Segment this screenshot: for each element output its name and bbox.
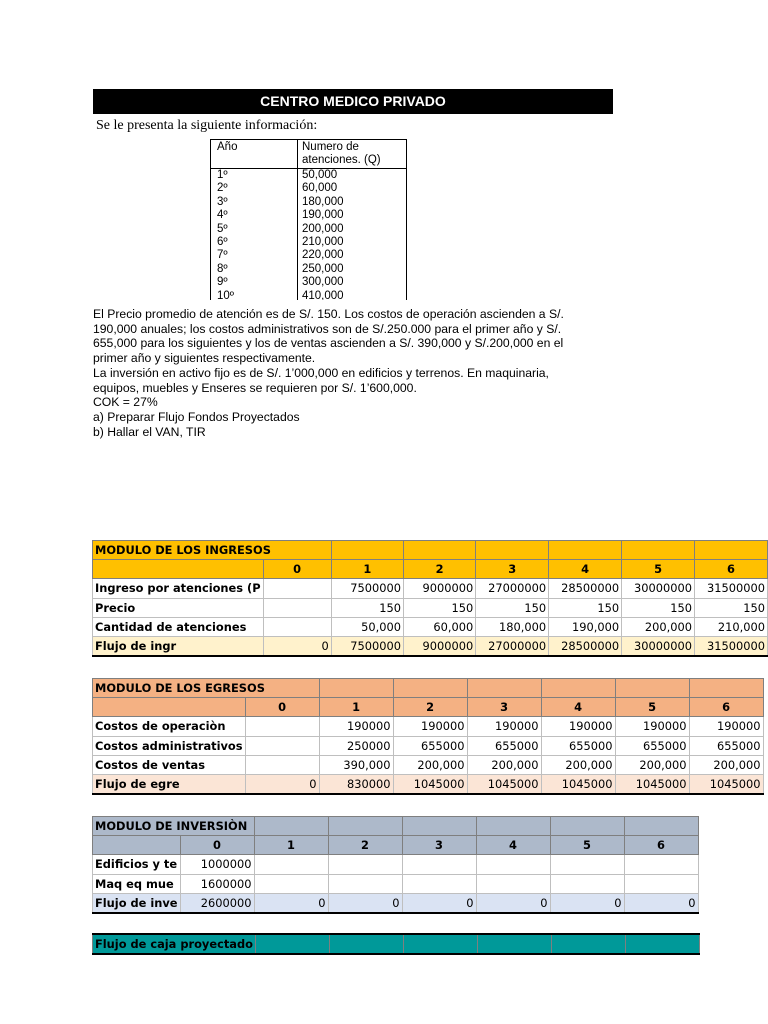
row-label: Ingreso por atenciones (P	[93, 579, 264, 598]
year-cell: 8º	[217, 262, 228, 275]
intro-text: Se le presenta la siguiente información:	[96, 118, 318, 133]
value-cell: 655000	[541, 736, 615, 755]
flow-value: 0	[254, 893, 328, 913]
flow-value: 0	[402, 893, 476, 913]
cell	[622, 541, 695, 560]
inversion-module-table	[92, 816, 699, 914]
attentions-row	[211, 263, 406, 276]
flow-value: 1045000	[393, 774, 467, 794]
period-header-row	[93, 560, 768, 579]
period-header: 5	[615, 698, 689, 717]
period-header-row	[93, 698, 764, 717]
cell	[625, 934, 699, 954]
attentions-row	[211, 182, 406, 195]
value-cell: 190000	[319, 717, 393, 736]
value-cell	[245, 755, 319, 774]
year-column-header: Año	[217, 141, 238, 153]
value-cell	[328, 855, 402, 874]
flow-value: 27000000	[476, 636, 549, 656]
value-cell	[550, 874, 624, 893]
cell	[403, 541, 475, 560]
period-header: 6	[695, 560, 768, 579]
flow-value: 31500000	[695, 636, 768, 656]
value-cell: 150	[549, 598, 622, 617]
period-header: 3	[476, 560, 549, 579]
attentions-row	[211, 290, 406, 300]
period-header: 3	[467, 698, 541, 717]
flow-value: 9000000	[403, 636, 475, 656]
module-title-row	[93, 679, 764, 698]
attentions-row	[211, 196, 406, 209]
module-title: MODULO DE INVERSIÒN	[93, 817, 255, 836]
cell	[551, 934, 625, 954]
value-cell: 655000	[689, 736, 763, 755]
cell	[624, 817, 698, 836]
attentions-column-header: Numero de atenciones. (Q)	[302, 141, 381, 166]
module-title-row	[93, 817, 699, 836]
value-cell	[476, 874, 550, 893]
flow-value: 1045000	[615, 774, 689, 794]
page-title: CENTRO MEDICO PRIVADO	[93, 89, 613, 114]
cell	[477, 934, 551, 954]
cell	[549, 541, 622, 560]
cash-flow-title: Flujo de caja proyectado	[93, 934, 256, 954]
year-cell: 9º	[217, 276, 228, 289]
period-header: 2	[328, 836, 402, 855]
value-cell: 200,000	[393, 755, 467, 774]
value-cell: 27000000	[476, 579, 549, 598]
attentions-cell: 250,000	[302, 262, 344, 275]
value-cell: 150	[403, 598, 475, 617]
ingresos-module-table	[92, 540, 768, 657]
value-cell	[550, 855, 624, 874]
value-cell: 200,000	[689, 755, 763, 774]
attentions-row	[211, 236, 406, 249]
attentions-row	[211, 223, 406, 236]
table-row	[93, 717, 764, 736]
module-title: MODULO DE LOS INGRESOS	[93, 541, 332, 560]
attentions-cell: 190,000	[302, 209, 344, 222]
value-cell: 390,000	[319, 755, 393, 774]
flow-value: 0	[550, 893, 624, 913]
row-label: Costos administrativos	[93, 736, 246, 755]
attentions-row	[211, 169, 406, 182]
problem-task: a) Preparar Flujo Fondos Proyectados	[93, 409, 300, 424]
flow-value: 1045000	[689, 774, 763, 794]
cell	[476, 817, 550, 836]
period-header: 2	[393, 698, 467, 717]
value-cell: 150	[476, 598, 549, 617]
value-cell: 9000000	[403, 579, 475, 598]
cell	[331, 541, 403, 560]
year-cell: 4º	[217, 209, 228, 222]
table-row	[93, 579, 768, 598]
year-cell: 10º	[217, 289, 234, 300]
value-cell: 28500000	[549, 579, 622, 598]
period-header: 1	[254, 836, 328, 855]
value-cell: 150	[331, 598, 403, 617]
attentions-row	[211, 276, 406, 289]
year-cell: 2º	[217, 182, 228, 195]
value-cell	[263, 617, 331, 636]
row-label: Maq eq mue	[93, 874, 181, 893]
row-label: Costos de ventas	[93, 755, 246, 774]
value-cell: 655000	[393, 736, 467, 755]
table-row	[93, 736, 764, 755]
flow-label: Flujo de inve	[93, 893, 181, 913]
problem-paragraph: El Precio promedio de atención es de S/. 150. Los costos de operación ascienden a S/. 190,000 anuales; los costos administrativos son de S/.250.000 para el primer año y S/. 655,000 para los siguientes y los de ventas ascienden a S/. 390,000 y S/.200,000 en el primer año y siguientes respectivamente.	[93, 307, 564, 366]
flow-row	[93, 774, 764, 794]
row-label: Edificios y te	[93, 855, 181, 874]
value-cell: 1000000	[180, 855, 254, 874]
cell	[402, 817, 476, 836]
value-cell: 31500000	[695, 579, 768, 598]
period-header-row	[93, 836, 699, 855]
period-header: 4	[549, 560, 622, 579]
cell	[254, 817, 328, 836]
egresos-module-table	[92, 678, 764, 795]
value-cell: 1600000	[180, 874, 254, 893]
period-header: 6	[689, 698, 763, 717]
problem-task: b) Hallar el VAN, TIR	[93, 424, 206, 439]
value-cell	[624, 855, 698, 874]
module-title: MODULO DE LOS EGRESOS	[93, 679, 320, 698]
cell	[689, 679, 763, 698]
value-cell	[328, 874, 402, 893]
value-cell: 190,000	[549, 617, 622, 636]
period-header: 0	[180, 836, 254, 855]
period-header: 5	[622, 560, 695, 579]
cell	[695, 541, 768, 560]
cell	[541, 679, 615, 698]
value-cell: 250000	[319, 736, 393, 755]
value-cell	[245, 717, 319, 736]
flow-value: 0	[263, 636, 331, 656]
year-cell: 1º	[217, 169, 228, 181]
value-cell	[245, 736, 319, 755]
cell	[255, 934, 329, 954]
cell	[467, 679, 541, 698]
attentions-cell: 50,000	[302, 169, 338, 181]
flow-value: 1045000	[541, 774, 615, 794]
period-header: 5	[550, 836, 624, 855]
value-cell	[402, 874, 476, 893]
cell	[328, 817, 402, 836]
row-label: Costos de operaciòn	[93, 717, 246, 736]
flow-label: Flujo de ingr	[93, 636, 264, 656]
period-header: 0	[263, 560, 331, 579]
period-header: 3	[402, 836, 476, 855]
table-row	[93, 598, 768, 617]
attentions-cell: 200,000	[302, 222, 344, 235]
cell	[393, 679, 467, 698]
flow-value: 0	[245, 774, 319, 794]
value-cell: 190000	[467, 717, 541, 736]
problem-paragraph: La inversión en activo fijo es de S/. 1’000,000 en edificios y terrenos. En maquinaria, equipos, muebles y Enseres se requieren por S/. 1’600,000.	[93, 365, 549, 395]
period-header: 4	[476, 836, 550, 855]
table-row	[93, 617, 768, 636]
table-row	[93, 855, 699, 874]
value-cell: 150	[622, 598, 695, 617]
table-row	[93, 874, 699, 893]
attentions-cell: 220,000	[302, 249, 344, 262]
cell	[615, 679, 689, 698]
value-cell: 200,000	[615, 755, 689, 774]
cell	[93, 698, 246, 717]
problem-statement	[93, 307, 593, 439]
flow-value: 0	[476, 893, 550, 913]
value-cell	[624, 874, 698, 893]
value-cell: 30000000	[622, 579, 695, 598]
value-cell: 190000	[689, 717, 763, 736]
period-header: 2	[403, 560, 475, 579]
value-cell: 655000	[467, 736, 541, 755]
flow-value: 28500000	[549, 636, 622, 656]
flow-value: 0	[328, 893, 402, 913]
attentions-cell: 180,000	[302, 195, 344, 208]
value-cell: 200,000	[541, 755, 615, 774]
flow-value: 830000	[319, 774, 393, 794]
value-cell	[476, 855, 550, 874]
value-cell	[402, 855, 476, 874]
flow-value: 7500000	[331, 636, 403, 656]
value-cell: 60,000	[403, 617, 475, 636]
table-row	[93, 755, 764, 774]
value-cell	[263, 598, 331, 617]
value-cell: 190000	[615, 717, 689, 736]
value-cell: 210,000	[695, 617, 768, 636]
value-cell	[263, 579, 331, 598]
attentions-cell: 300,000	[302, 276, 344, 289]
row-label: Cantidad de atenciones	[93, 617, 264, 636]
value-cell: 200,000	[467, 755, 541, 774]
cell	[319, 679, 393, 698]
flow-value: 1045000	[467, 774, 541, 794]
value-cell: 190000	[393, 717, 467, 736]
problem-paragraph: COK = 27%	[93, 395, 158, 410]
year-cell: 7º	[217, 249, 228, 262]
value-cell: 190000	[541, 717, 615, 736]
period-header: 1	[319, 698, 393, 717]
cell	[476, 541, 549, 560]
flow-row	[93, 636, 768, 656]
flow-value: 0	[624, 893, 698, 913]
year-cell: 3º	[217, 195, 228, 208]
attentions-row	[211, 249, 406, 262]
attentions-cell: 210,000	[302, 236, 344, 248]
value-cell: 200,000	[622, 617, 695, 636]
cell	[329, 934, 403, 954]
attentions-cell: 60,000	[302, 182, 338, 195]
attentions-table	[210, 139, 407, 300]
flow-value: 2600000	[180, 893, 254, 913]
module-title-row	[93, 541, 768, 560]
cell	[93, 836, 181, 855]
flow-value: 30000000	[622, 636, 695, 656]
value-cell	[254, 874, 328, 893]
flow-row	[93, 893, 699, 913]
value-cell: 7500000	[331, 579, 403, 598]
attentions-row	[211, 209, 406, 222]
period-header: 4	[541, 698, 615, 717]
period-header: 6	[624, 836, 698, 855]
value-cell: 50,000	[331, 617, 403, 636]
cell	[403, 934, 477, 954]
cell	[550, 817, 624, 836]
cash-flow-table	[92, 933, 700, 955]
value-cell: 655000	[615, 736, 689, 755]
value-cell: 180,000	[476, 617, 549, 636]
cell	[93, 560, 264, 579]
row-label: Precio	[93, 598, 264, 617]
flow-label: Flujo de egre	[93, 774, 246, 794]
value-cell	[254, 855, 328, 874]
value-cell: 150	[695, 598, 768, 617]
year-cell: 6º	[217, 236, 228, 248]
attentions-cell: 410,000	[302, 289, 344, 300]
period-header: 1	[331, 560, 403, 579]
year-cell: 5º	[217, 222, 228, 235]
period-header: 0	[245, 698, 319, 717]
